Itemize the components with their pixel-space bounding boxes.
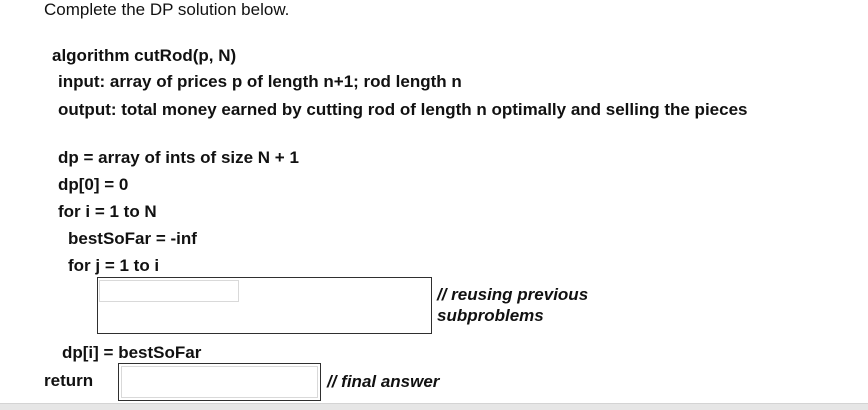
comment-reusing-previous: // reusing previous <box>437 285 589 304</box>
return-answer-box[interactable] <box>118 363 321 401</box>
algorithm-signature: algorithm cutRod(p, N) <box>52 46 237 65</box>
instructions-text: Complete the DP solution below. <box>44 0 290 19</box>
algorithm-output-line: output: total money earned by cutting rod of length n optimally and selling the pieces <box>58 100 748 119</box>
comment-subproblems: subproblems <box>437 306 544 325</box>
code-line-inner-loop: for j = 1 to i <box>68 256 160 275</box>
code-line-return: return <box>44 371 94 390</box>
code-line-dp0: dp[0] = 0 <box>58 175 129 194</box>
algorithm-input-line: input: array of prices p of length n+1; rod length n <box>58 72 462 91</box>
inner-loop-answer-field[interactable] <box>99 280 239 302</box>
return-answer-field[interactable] <box>121 366 318 398</box>
bottom-divider <box>0 403 868 410</box>
code-line-dp-alloc: dp = array of ints of size N + 1 <box>58 148 299 167</box>
code-line-outer-loop: for i = 1 to N <box>58 202 157 221</box>
inner-loop-answer-box[interactable] <box>97 277 432 334</box>
comment-final-answer: // final answer <box>327 372 440 391</box>
code-line-best-init: bestSoFar = -inf <box>68 229 197 248</box>
code-line-dp-assign: dp[i] = bestSoFar <box>62 343 202 362</box>
